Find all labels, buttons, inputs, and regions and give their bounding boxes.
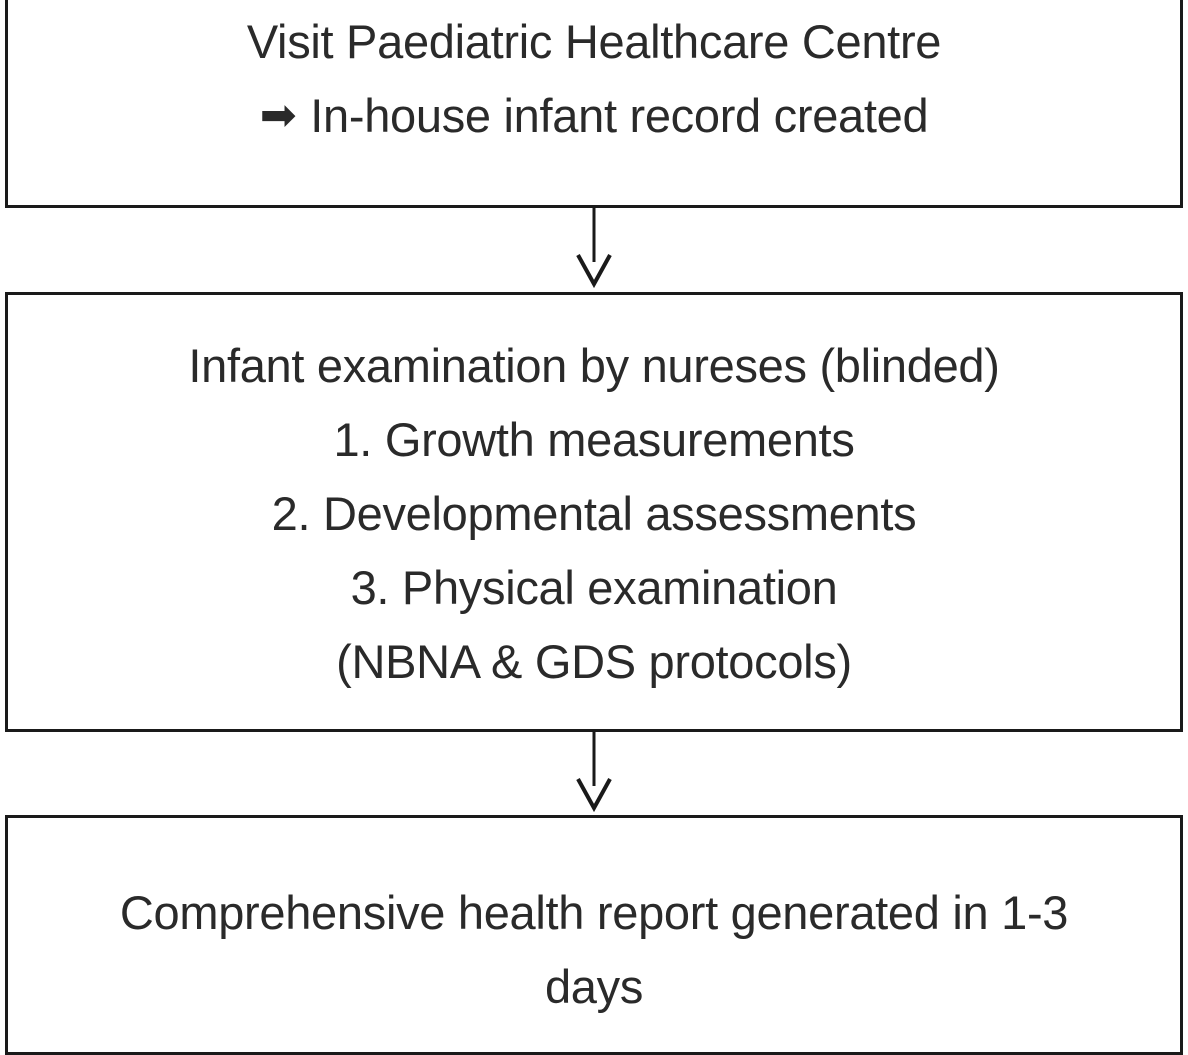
step-3-line-1: Comprehensive health report generated in 1-3 xyxy=(119,886,1069,939)
step-2-item-development: 2. Developmental assessments xyxy=(271,487,917,540)
step-1-title: Visit Paediatric Healthcare Centre xyxy=(246,15,942,68)
step-2-title: Infant examination by nureses (blinded) xyxy=(188,339,1000,392)
step-2-item-physical: 3. Physical examination xyxy=(350,561,838,614)
flow-step-report xyxy=(5,815,1183,1055)
down-arrow-icon xyxy=(578,732,610,808)
flow-step-examination xyxy=(5,292,1183,732)
step-2-protocols: (NBNA & GDS protocols) xyxy=(336,635,852,688)
right-arrow-icon: ➡ xyxy=(259,90,297,141)
step-2-item-growth: 1. Growth measurements xyxy=(333,413,855,466)
flow-step-visit xyxy=(5,0,1183,208)
step-1-subline xyxy=(8,79,1180,153)
down-arrow-icon xyxy=(578,208,610,284)
step-3-line-2: days xyxy=(544,960,644,1013)
step-1-subline-text: In-house infant record created xyxy=(310,89,929,142)
